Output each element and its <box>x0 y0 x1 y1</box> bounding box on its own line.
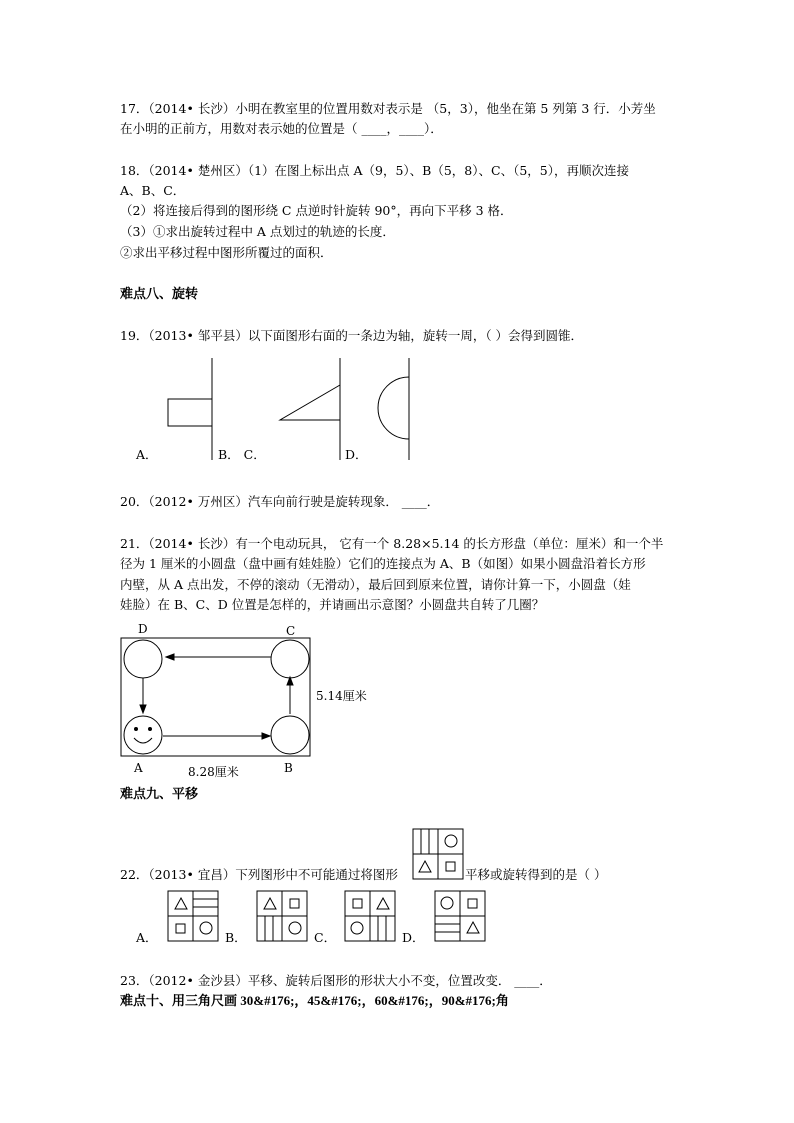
q21-line3: 内壁，从 A 点出发，不停的滚动（无滑动），最后回到原来位置，请你计算一下，小圆盘（娃 <box>120 577 631 592</box>
q19-figure-semicircle <box>378 358 409 460</box>
q22-reference-figure <box>413 829 463 879</box>
q23-text: 23．（2012• 金沙县）平移、旋转后图形的形状大小不变，位置改变． ____． <box>120 973 552 988</box>
q21-line2: 径为 1 厘米的小圆盘（盘中画有娃娃脸）它们的连接点为 A、B（如图）如果小圆盘沿着长方形 <box>120 556 646 571</box>
q21-label-b: B <box>284 761 293 775</box>
q21-line4: 娃脸）在 B、C、D 位置是怎样的，并请画出示意图？小圆盘共自转了几圈？ <box>120 597 545 612</box>
q21-line1: 21．（2014• 长沙）有一个电动玩具， 它有一个 8.28×5.14 的长方形盘（单位：厘米）和一个半 <box>120 536 664 551</box>
q21-label-d: D <box>138 622 148 636</box>
q17-line1: 17．（2014• 长沙）小明在教室里的位置用数对表示是 （5，3），他坐在第 5 列第 3 行．小芳坐 <box>120 101 656 116</box>
q21-circle-b <box>271 716 309 754</box>
q21-label-c: C <box>286 624 296 638</box>
q19-figure-triangle <box>280 358 340 460</box>
q21-circle-c <box>271 640 309 678</box>
section-heading-set-square: 难点十、用三角尺画 30&#176;，45&#176;，60&#176;，90&#176;角 <box>120 993 509 1008</box>
q19-option-d: D． <box>345 447 368 462</box>
q19-option-a: A． <box>136 447 158 462</box>
q21-circle-d <box>124 640 162 678</box>
section-heading-rotation: 难点八、旋转 <box>120 286 199 301</box>
q21-circle-a-face <box>124 716 162 754</box>
q18-line4: （3）①求出旋转过程中 A 点划过的轨迹的长度． <box>120 224 395 239</box>
q22-option-c: C． <box>314 930 337 945</box>
q19-figure-rectangle <box>168 358 212 460</box>
q18-line3: （2）将连接后得到的图形绕 C 点逆时针旋转 90°，再向下平移 3 格． <box>120 203 513 218</box>
q22-option-a: A． <box>136 930 158 945</box>
q18-line1: 18．（2014• 楚州区）（1）在图上标出点 A（9，5）、B（5，8）、C、（5，5），再顺次连接 <box>120 163 629 178</box>
q18-line5: ②求出平移过程中图形所覆过的面积． <box>120 245 333 260</box>
q22-text-after: 平移或旋转得到的是（ ） <box>465 867 607 882</box>
q19-option-bc: B． C． <box>218 447 266 462</box>
q21-rectangle-board <box>121 638 310 756</box>
q22-option-b-figure <box>257 891 307 941</box>
q21-width-label: 8.28厘米 <box>188 765 239 779</box>
q22-option-b: B． <box>225 930 247 945</box>
q21-label-a: A <box>134 761 143 775</box>
section-heading-translation: 难点九、平移 <box>120 786 199 801</box>
q19-text: 19．（2013• 邹平县）以下面图形右面的一条边为轴，旋转一周，（ ）会得到圆锥． <box>120 328 584 343</box>
q20-text: 20．（2012• 万州区）汽车向前行驶是旋转现象． ____． <box>120 494 440 509</box>
q22-text-before: 22．（2013• 宜昌）下列图形中不可能通过将图形 <box>120 867 398 882</box>
q21-figure <box>121 638 310 756</box>
q22-option-d: D． <box>402 930 425 945</box>
q22-option-c-figure <box>345 891 395 941</box>
q18-line2: A、B、C． <box>120 183 186 198</box>
q21-height-label: 5.14厘米 <box>316 689 367 703</box>
q22-option-a-figure <box>168 891 218 941</box>
q17-line2: 在小明的正前方，用数对表示她的位置是（ ____，____）． <box>120 121 443 136</box>
q22-option-d-figure <box>435 891 485 941</box>
